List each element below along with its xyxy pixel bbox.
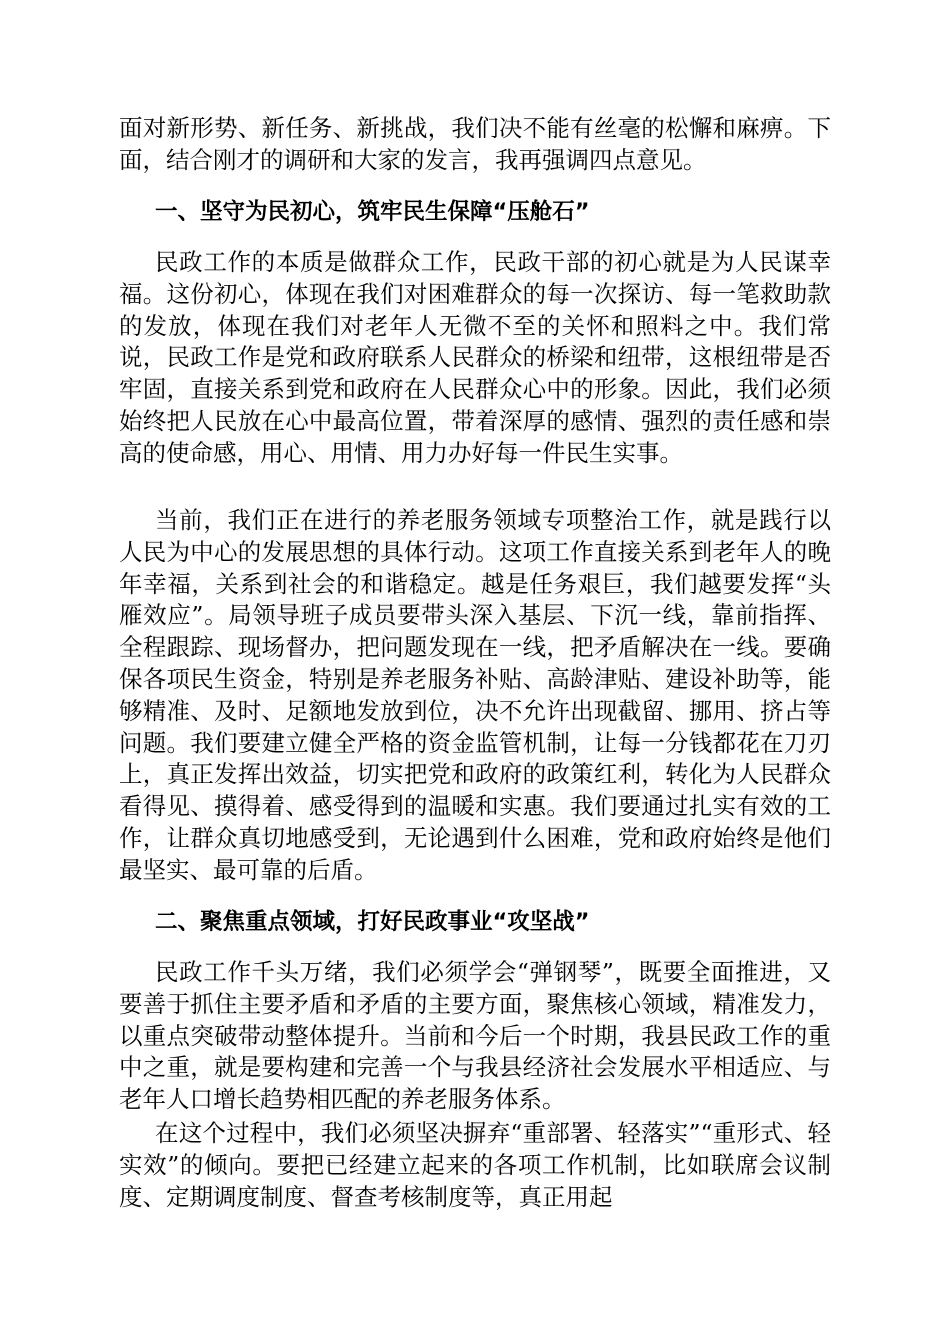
paragraph-section1-body-1: 民政工作的本质是做群众工作，民政干部的初心就是为人民谋幸福。这份初心，体现在我们对困难群众的每一次探访、每一笔救助款的发放，体现在我们对老年人无微不至的关怀和照料之中。我们常说，民政工作是党和政府联系人民群众的桥梁和纽带，这根纽带是否牢固，直接关系到党和政府在人民群众心中的形象。因此，我们必须始终把人民放在心中最高位置，带着深厚的感情、强烈的责任感和崇高的使命感，用心、用情、用力办好每一件民生实事。 bbox=[119, 248, 831, 467]
paragraph-intro: 面对新形势、新任务、新挑战，我们决不能有丝毫的松懈和麻痹。下面，结合刚才的调研和大家的发言，我再强调四点意见。 bbox=[119, 114, 831, 174]
paragraph-section2-body-1: 民政工作千头万绪，我们必须学会“弹钢琴”，既要全面推进，又要善于抓住主要矛盾和矛盾的主要方面，聚焦核心领域，精准发力，以重点突破带动整体提升。当前和今后一个时期，我县民政工作的重中之重，就是要构建和完善一个与我县经济社会发展水平相适应、与老年人口增长趋势相匹配的养老服务体系。 bbox=[119, 958, 831, 1114]
paragraph-section2-body-2: 在这个过程中，我们必须坚决摒弃“重部署、轻落实”“重形式、轻实效”的倾向。要把已经建立起来的各项工作机制，比如联席会议制度、定期调度制度、督查考核制度等，真正用起 bbox=[119, 1119, 831, 1211]
paragraph-section1-body-2: 当前，我们正在进行的养老服务领域专项整治工作，就是践行以人民为中心的发展思想的具体行动。这项工作直接关系到老年人的晚年幸福，关系到社会的和谐稳定。越是任务艰巨，我们越要发挥“头雁效应”。局领导班子成员要带头深入基层、下沉一线，靠前指挥、全程跟踪、现场督办，把问题发现在一线，把矛盾解决在一线。要确保各项民生资金，特别是养老服务补贴、高龄津贴、建设补助等，能够精准、及时、足额地发放到位，决不允许出现截留、挪用、挤占等问题。我们要建立健全严格的资金监管机制，让每一分钱都花在刀刃上，真正发挥出效益，切实把党和政府的政策红利，转化为人民群众看得见、摸得着、感受得到的温暖和实惠。我们要通过扎实有效的工作，让群众真切地感受到，无论遇到什么困难，党和政府始终是他们最坚实、最可靠的后盾。 bbox=[119, 506, 831, 884]
section-heading-2: 二、聚焦重点领域，打好民政事业“攻坚战” bbox=[155, 909, 590, 935]
section-heading-1: 一、坚守为民初心，筑牢民生保障“压舱石” bbox=[155, 199, 590, 225]
